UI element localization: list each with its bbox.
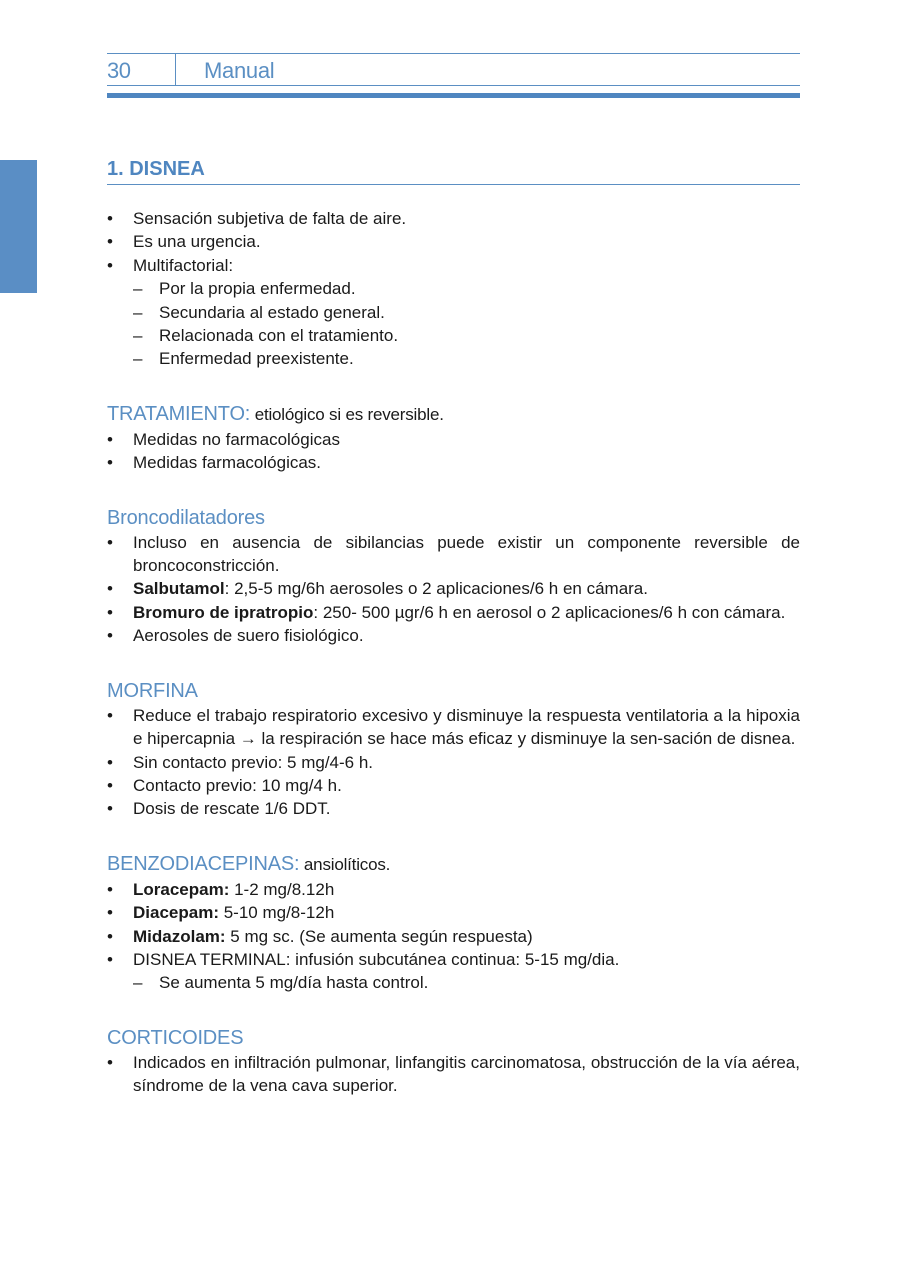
page-number: 30 [107,58,131,83]
corticoides-list [107,1051,800,1098]
section-heading: Broncodilatadores [107,506,265,529]
header-top-rule [107,53,800,54]
list-item [107,878,800,901]
list-item [107,531,800,578]
section-heading [107,851,800,878]
section-heading-label: TRATAMIENTO: [107,402,251,425]
drug-name: Loracepam: [133,879,230,899]
drug-name: Bromuro de ipratropio [133,602,314,622]
section-broncodilatadores [107,505,800,648]
chapter-title: 1. DISNEA [107,156,800,185]
list-item [107,901,800,924]
section-heading: MORFINA [107,679,198,702]
list-item-text: 5-10 mg/8-12h [218,903,335,923]
list-item-text: Incluso en ausencia de sibilancias puede existir un componente reversible de broncoconstricción. [133,532,800,576]
benzodiacepinas-list [107,878,800,995]
list-item-text: : 250- 500 µgr/6 h en aerosol o 2 aplicaciones/6 h con cámara. [313,602,786,622]
list-item: • Dosis de rescate 1/6 DDT. [107,797,800,820]
list-item: • Sensación subjetiva de falta de aire. [107,207,800,230]
drug-name: Diacepam: [133,903,219,923]
list-item: • Medidas no farmacológicas [107,428,800,451]
section-heading-suffix: etiológico si es reversible. [250,404,444,424]
list-item-text: DISNEA TERMINAL: infusión subcutánea continua: 5-15 mg/dia. [133,949,620,969]
list-item: • Medidas farmacológicas. [107,451,800,474]
header-bottom-rule [107,85,800,86]
list-item-text: Aerosoles de suero fisiológico. [133,626,364,646]
list-item [107,925,800,948]
list-item: • Indicados en infiltración pulmonar, linfangitis carcinomatosa, obstrucción de la vía aérea, síndrome de la vena cava superior. [107,1051,800,1098]
section-heading-label: BENZODIACEPINAS: [107,852,300,875]
drug-name: Salbutamol [133,579,225,599]
list-item: • Multifactorial: [107,254,800,277]
list-item: • Reduce el trabajo respiratorio excesivo y disminuye la respuesta ventilatoria a la hipoxia e hipercapnia → la respiración se hace más eficaz y disminuye la sen-sación de disnea. [107,704,800,751]
list-item [107,601,800,624]
page-content [107,156,800,1098]
tratamiento-list [107,428,800,475]
list-item: • Es una urgencia. [107,230,800,253]
broncodilatadores-list [107,531,800,648]
morfina-list [107,704,800,821]
sub-list-item: – Se aumenta 5 mg/día hasta control. [107,971,800,994]
list-item [107,948,800,971]
section-tratamiento [107,401,800,475]
list-item-text: : 2,5-5 mg/6h aerosoles o 2 aplicaciones/6 h en cámara. [224,579,648,599]
header-thick-rule [107,93,800,98]
section-corticoides [107,1025,800,1098]
chapter-side-tab [0,160,37,293]
section-benzodiacepinas [107,851,800,995]
list-item: • Contacto previo: 10 mg/4 h. [107,774,800,797]
running-header [107,53,800,98]
section-morfina [107,678,800,821]
list-item [107,624,800,647]
section-heading [107,401,800,428]
drug-name: Midazolam: [133,926,226,946]
list-item: • Sin contacto previo: 5 mg/4-6 h. [107,751,800,774]
sub-list-item: – Secundaria al estado general. [107,301,800,324]
sub-list-item: – Por la propia enfermedad. [107,277,800,300]
list-item-text: 1-2 mg/8.12h [229,879,335,899]
list-item-text: 5 mg sc. (Se aumenta según respuesta) [225,926,533,946]
header-title: Manual [204,58,275,83]
sub-list-item: – Relacionada con el tratamiento. [107,324,800,347]
section-heading-suffix: ansiolíticos. [299,854,391,874]
intro-list [107,207,800,371]
sub-list-item: – Enfermedad preexistente. [107,347,800,370]
header-separator [175,54,176,85]
section-heading: CORTICOIDES [107,1026,244,1049]
list-item [107,577,800,600]
